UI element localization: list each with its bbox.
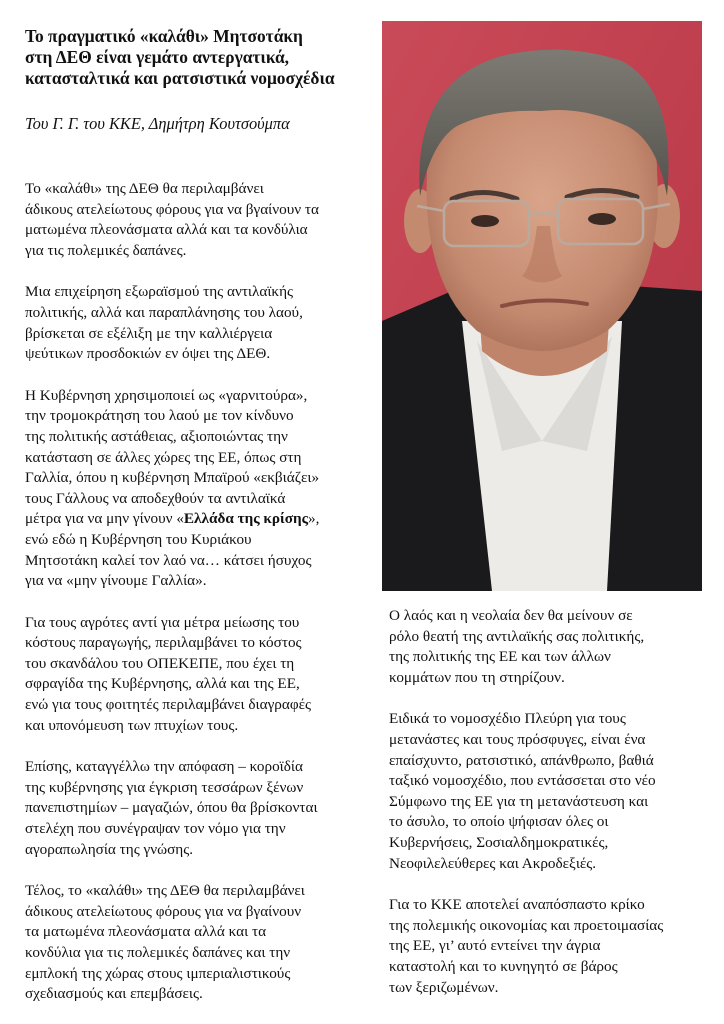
text-line: ταξικό νομοσχέδιο, που εντάσσεται στο νέο bbox=[389, 772, 656, 790]
text-line: κομμάτων που τη στηρίζουν. bbox=[389, 668, 565, 686]
text-line: ματωμένα πλεονάσματα αλλά και τα κονδύλια bbox=[25, 221, 308, 239]
text-line: της πολεμικής οικονομίας και προετοιμασίας bbox=[389, 916, 664, 934]
text-line: ενώ εδώ η Κυβέρνηση του Κυριάκου bbox=[25, 530, 252, 548]
paragraph bbox=[389, 606, 719, 688]
text-line: Για το ΚΚΕ αποτελεί αναπόσπαστο κρίκο bbox=[389, 896, 645, 914]
right-column bbox=[389, 606, 719, 998]
paragraph bbox=[389, 895, 719, 998]
text-line: και υπονόμευση των πτυχίων τους. bbox=[25, 716, 239, 734]
text-line: επαίσχυντο, ρατσιστικό, απάνθρωπο, βαθιά bbox=[389, 751, 654, 769]
text-line: βρίσκεται σε εξέλιξη με την καλλιέργεια bbox=[25, 324, 273, 342]
text-line: Μια επιχείρηση εξωραϊσμού της αντιλαϊκής bbox=[25, 283, 294, 301]
text-line: άδικους ατελείωτους φόρους για να βγαίνουν τα bbox=[25, 200, 319, 218]
text-line: Μητσοτάκη καλεί τον λαό να… κάτσει ήσυχος bbox=[25, 551, 312, 569]
portrait-photo bbox=[382, 21, 702, 591]
text-line: εμπλοκή της χώρας στους ιμπεριαλιστικούς bbox=[25, 964, 291, 982]
text-line: πανεπιστημίων – μαγαζιών, όπου θα βρίσκονται bbox=[25, 799, 318, 817]
text-line: σφραγίδα της Κυβέρνησης, αλλά και της ΕΕ, bbox=[25, 675, 300, 693]
title-line: Το πραγματικό «καλάθι» Μητσοτάκη bbox=[25, 26, 303, 46]
text-line: Το «καλάθι» της ΔΕΘ θα περιλαμβάνει bbox=[25, 180, 264, 197]
text-line: της κυβέρνησης για έγκριση τεσσάρων ξένων bbox=[25, 778, 304, 796]
text-line: της ΕΕ, γι’ αυτό εντείνει την άγρια bbox=[389, 937, 601, 955]
text-line: Η Κυβέρνηση χρησιμοποιεί ως «γαρνιτούρα», bbox=[25, 386, 308, 404]
text-line: Κυβερνήσεις, Σοσιαλδημοκρατικές, bbox=[389, 833, 609, 851]
text-line: των ξεριζωμένων. bbox=[389, 978, 499, 996]
paragraph bbox=[389, 709, 719, 874]
paragraph bbox=[25, 282, 380, 364]
text-line: ενώ για τους φοιτητές περιλαμβάνει διαγραφές bbox=[25, 696, 311, 714]
text-line: αγοραπωλησία της γνώσης. bbox=[25, 840, 194, 858]
text-line: της πολιτικής αστάθειας, αξιοποιώντας την bbox=[25, 427, 288, 445]
text-line: του σκανδάλου του ΟΠΕΚΕΠΕ, που έχει τη bbox=[25, 654, 295, 672]
paragraph bbox=[25, 881, 380, 1005]
article-byline: Του Γ. Γ. του ΚΚΕ, Δημήτρη Κουτσούμπα bbox=[25, 114, 290, 133]
text-line: σχεδιασμούς και επεμβάσεις. bbox=[25, 985, 203, 1003]
paragraph bbox=[25, 386, 380, 592]
text-line: στελέχη που συνέγραψαν τον νόμο για την bbox=[25, 820, 286, 838]
title-line: στη ΔΕΘ είναι γεμάτο αντεργατικά, bbox=[25, 47, 290, 67]
text-line-mixed bbox=[25, 509, 380, 530]
text-line: Τέλος, το «καλάθι» της ΔΕΘ θα περιλαμβάνει bbox=[25, 882, 305, 900]
paragraph bbox=[25, 179, 380, 261]
text-line: ρόλο θεατή της αντιλαϊκής σας πολιτικής, bbox=[389, 627, 645, 645]
paragraph bbox=[25, 757, 380, 860]
text-line: άδικους ατελείωτους φόρους για να βγαίνουν bbox=[25, 902, 302, 920]
article-title bbox=[25, 26, 385, 89]
text-line: μετανάστες και τους πρόσφυγες, είναι ένα bbox=[389, 730, 646, 748]
portrait-illustration bbox=[382, 21, 702, 591]
text-line: ψεύτικων προσδοκιών εν όψει της ΔΕΘ. bbox=[25, 345, 271, 363]
text-line: τα ματωμένα πλεονάσματα αλλά και τα bbox=[25, 923, 267, 941]
title-line: κατασταλτικά και ρατσιστικά νομοσχέδια bbox=[25, 68, 335, 88]
text-line: Ειδικά το νομοσχέδιο Πλεύρη για τους bbox=[389, 710, 626, 728]
text-line: κατάσταση σε άλλες χώρες της ΕΕ, όπως στη bbox=[25, 448, 302, 466]
text-line: το άσυλο, το οποίο ψήφισαν όλες οι bbox=[389, 813, 609, 831]
text-line: Για τους αγρότες αντί για μέτρα μείωσης του bbox=[25, 613, 300, 631]
text-segment: μέτρα για να μην γίνουν « bbox=[25, 510, 184, 528]
text-line: κονδύλια για τις πολεμικές δαπάνες και την bbox=[25, 944, 291, 961]
text-line: της πολιτικής της ΕΕ και των άλλων bbox=[389, 648, 611, 666]
text-line: Ο λαός και η νεολαία δεν θα μείνουν σε bbox=[389, 607, 633, 624]
left-column bbox=[25, 179, 380, 1005]
text-line: τους Γάλλους να αποδεχθούν τα αντιλαϊκά bbox=[25, 489, 286, 507]
paragraph bbox=[25, 613, 380, 737]
text-line: πολιτικής, αλλά και παραπλάνησης του λαού, bbox=[25, 303, 303, 321]
text-line: για να «μην γίνουμε Γαλλία». bbox=[25, 572, 207, 590]
text-segment: », bbox=[308, 510, 320, 528]
text-line: κόστους παραγωγής, περιλαμβάνει το κόστος bbox=[25, 634, 302, 652]
text-line: καταστολή και το κυνηγητό σε βάρος bbox=[389, 957, 618, 975]
emphasis-phrase: Ελλάδα της κρίσης bbox=[183, 510, 308, 528]
text-line: Νεοφιλελεύθερες και Ακροδεξιές. bbox=[389, 854, 597, 872]
text-line: Γαλλία, όπου η κυβέρνηση Μπαϊρού «εκβιάζει» bbox=[25, 469, 320, 487]
text-line: Επίσης, καταγγέλλω την απόφαση – κοροϊδία bbox=[25, 758, 303, 776]
text-line: για τις πολεμικές δαπάνες. bbox=[25, 241, 187, 259]
text-line: την τρομοκράτηση του λαού με τον κίνδυνο bbox=[25, 407, 294, 425]
text-line: Σύμφωνο της ΕΕ για τη μετανάστευση και bbox=[389, 792, 649, 810]
